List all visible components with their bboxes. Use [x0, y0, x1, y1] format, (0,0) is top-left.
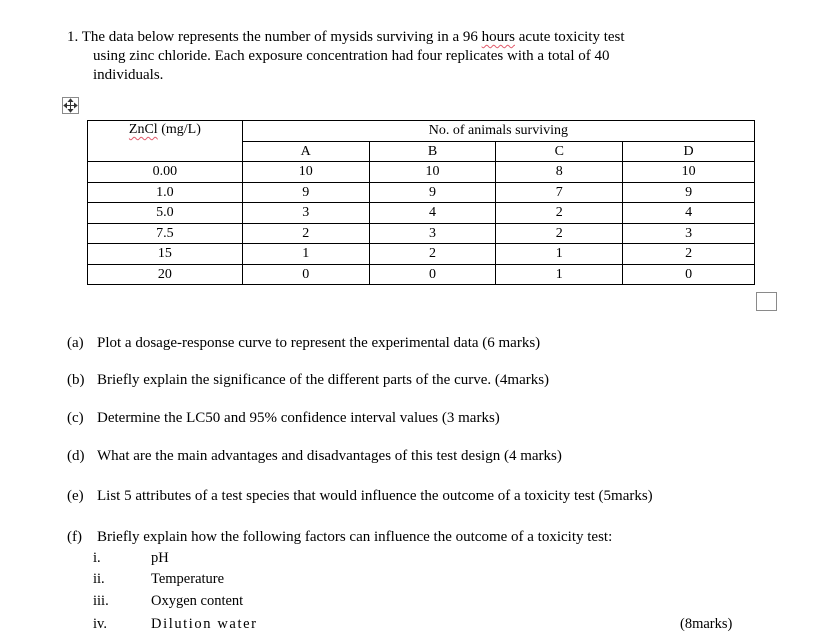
concentration-cell: 7.5 — [88, 223, 243, 244]
concentration-cell: 5.0 — [88, 203, 243, 224]
question-line-3: individuals. — [93, 67, 164, 83]
survivor-count-cell: 9 — [623, 182, 755, 203]
table-row — [88, 264, 755, 285]
survivor-count-cell: 1 — [496, 244, 623, 265]
survivor-count-cell: 2 — [242, 223, 369, 244]
survivor-count-cell: 3 — [369, 223, 496, 244]
question-part-f — [67, 529, 612, 546]
spellcheck-word-zncl: ZnCl — [128, 122, 158, 137]
survivor-count-cell: 0 — [242, 264, 369, 285]
question-part-c — [67, 410, 500, 427]
factor-text: pH — [151, 550, 169, 566]
part-text: What are the main advantages and disadvantages of this test design (4 marks) — [97, 448, 562, 464]
survivor-count-cell: 1 — [242, 244, 369, 265]
survivor-count-cell: 0 — [623, 264, 755, 285]
replicate-header: C — [496, 141, 623, 162]
factor-num: iv. — [93, 616, 107, 632]
survivor-count-cell: 4 — [623, 203, 755, 224]
table-header-row — [88, 121, 755, 142]
concentration-header — [88, 121, 243, 162]
part-label: (f) — [67, 529, 82, 545]
survivor-count-cell: 3 — [623, 223, 755, 244]
survival-data-table — [87, 120, 755, 285]
question-part-e — [67, 488, 653, 505]
table-row — [88, 203, 755, 224]
concentration-header-label: ZnCl (mg/L) — [128, 122, 201, 137]
survivor-count-cell: 10 — [242, 162, 369, 183]
question-part-b — [67, 372, 549, 389]
factor-text: Oxygen content — [151, 593, 244, 609]
survivor-count-cell: 2 — [496, 203, 623, 224]
spellcheck-word-hours: hours — [481, 29, 515, 45]
survivor-count-cell: 3 — [242, 203, 369, 224]
factor-num: ii. — [93, 571, 105, 587]
survivor-count-cell: 9 — [369, 182, 496, 203]
survivor-count-cell: 9 — [242, 182, 369, 203]
survivor-count-cell: 10 — [623, 162, 755, 183]
part-label: (e) — [67, 488, 84, 504]
replicate-header: D — [623, 141, 755, 162]
concentration-cell: 20 — [88, 264, 243, 285]
survivors-group-header: No. of animals surviving — [242, 121, 754, 142]
table-row — [88, 162, 755, 183]
question-number: 1. — [67, 29, 79, 45]
part-label: (c) — [67, 410, 84, 426]
question-part-d — [67, 448, 562, 465]
table-resize-handle[interactable] — [756, 292, 777, 311]
question-line-1 — [67, 28, 625, 47]
part-label: (a) — [67, 335, 84, 351]
survivor-count-cell: 1 — [496, 264, 623, 285]
part-text: Briefly explain how the following factors can influence the outcome of a toxicity test: — [97, 529, 613, 545]
marks-f: (8marks) — [680, 616, 733, 632]
question-part-a — [67, 335, 540, 352]
factor-num: iii. — [93, 593, 109, 609]
concentration-cell: 1.0 — [88, 182, 243, 203]
survivor-count-cell: 2 — [623, 244, 755, 265]
part-text: Briefly explain the significance of the different parts of the curve. (4marks) — [97, 372, 550, 388]
table-row — [88, 223, 755, 244]
concentration-cell: 15 — [88, 244, 243, 265]
survivor-count-cell: 10 — [369, 162, 496, 183]
survivor-count-cell: 4 — [369, 203, 496, 224]
survivor-count-cell: 2 — [369, 244, 496, 265]
factor-num: i. — [93, 550, 101, 566]
question-intro-text-1b: acute toxicity test — [518, 29, 625, 45]
question-line-2: using zinc chloride. Each exposure concentration had four replicates with a total of 40 — [93, 48, 610, 64]
table-row — [88, 244, 755, 265]
question-intro-text-1: The data below represents the number of mysids surviving in a 96 — [81, 29, 478, 45]
part-text: Plot a dosage-response curve to represent the experimental data (6 marks) — [97, 335, 541, 351]
part-label: (b) — [67, 372, 85, 388]
factor-text: Temperature — [151, 571, 225, 587]
part-label: (d) — [67, 448, 85, 464]
replicate-header: A — [242, 141, 369, 162]
survivor-count-cell: 8 — [496, 162, 623, 183]
table-move-handle[interactable] — [62, 97, 79, 114]
part-text: List 5 attributes of a test species that would influence the outcome of a toxicity test (5marks) — [97, 488, 653, 504]
part-text: Determine the LC50 and 95% confidence interval values (3 marks) — [97, 410, 500, 426]
table-row — [88, 182, 755, 203]
factor-text: Dilution water — [151, 616, 258, 632]
survivor-count-cell: 0 — [369, 264, 496, 285]
move-arrows-icon — [63, 98, 78, 113]
concentration-cell: 0.00 — [88, 162, 243, 183]
survivor-count-cell: 7 — [496, 182, 623, 203]
replicate-header: B — [369, 141, 496, 162]
survivor-count-cell: 2 — [496, 223, 623, 244]
